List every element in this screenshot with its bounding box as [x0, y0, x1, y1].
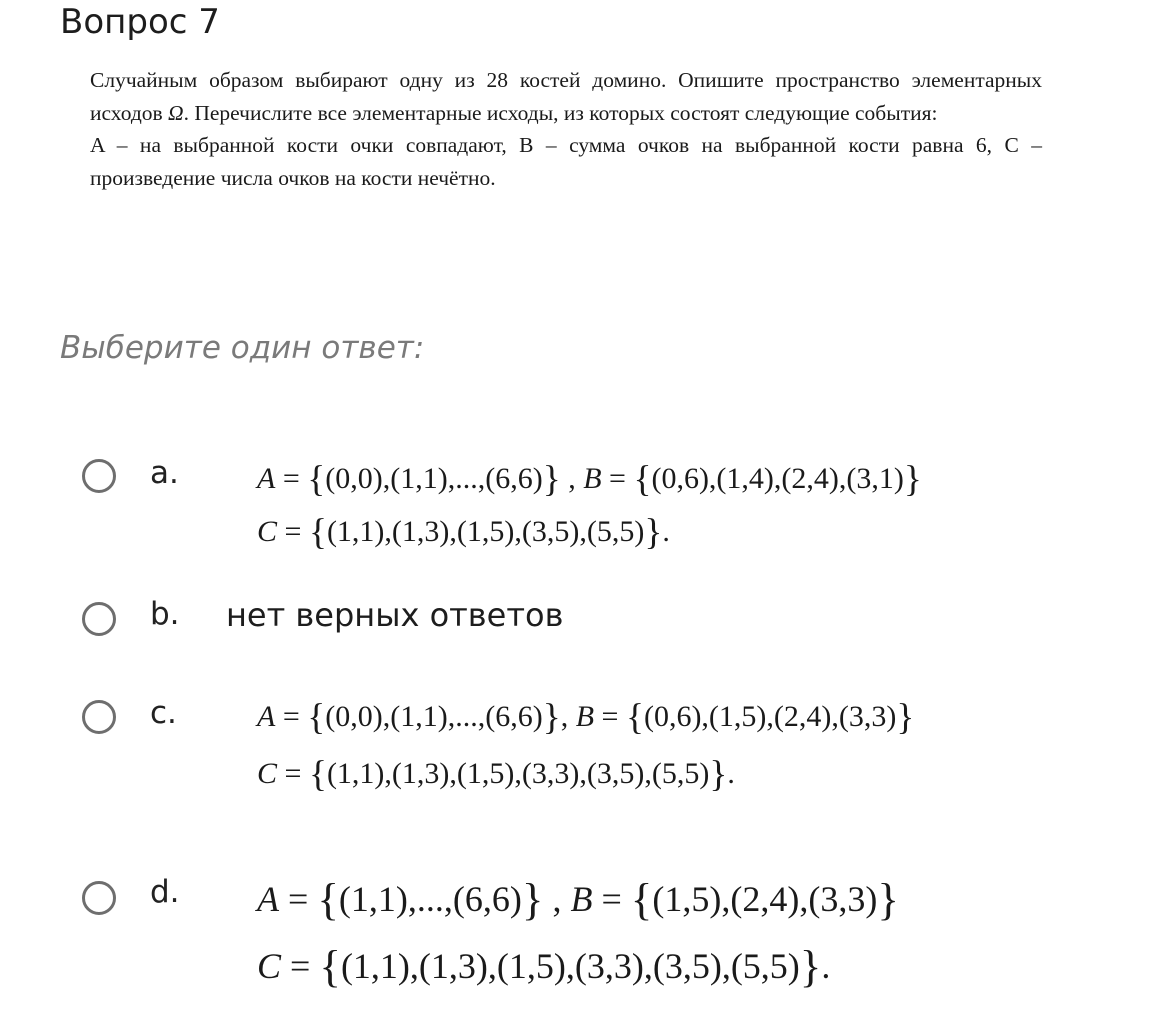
option-formula-d	[257, 866, 899, 999]
question-title: Вопрос 7	[60, 2, 220, 42]
question-text	[90, 64, 1042, 194]
question-events: A – на выбранной кости очки совпадают, B – сумма очков на выбранной кости равна 6, C – произведение числа очков на кости нечётно.	[90, 133, 1042, 190]
formula-line-2: C = {(1,1),(1,3),(1,5),(3,3),(3,5),(5,5)}.	[257, 754, 735, 795]
question-text-part1: Случайным образом выбирают одну из 28 костей домино. Опишите пространство элементарных исходов	[90, 68, 1042, 125]
option-formula-c	[257, 689, 914, 803]
formula-line-1: A = {(0,0),(1,1),...,(6,6)} , B = {(0,6),(1,4),(2,4),(3,1)}	[257, 459, 922, 500]
formula-line-1: A = {(1,1),...,(6,6)} , B = {(1,5),(2,4),(3,3)}	[257, 874, 899, 925]
radio-button-a[interactable]	[82, 459, 116, 493]
formula-line-1: A = {(0,0),(1,1),...,(6,6)}, B = {(0,6),(1,5),(2,4),(3,3)}	[257, 697, 915, 738]
formula-line-2: C = {(1,1),(1,3),(1,5),(3,3),(3,5),(5,5)}.	[257, 941, 831, 992]
option-letter-c: c.	[150, 695, 177, 731]
question-text-part2: . Перечислите все элементарные исходы, из которых состоят следующие события:	[183, 100, 938, 125]
formula-line-2: C = {(1,1),(1,3),(1,5),(3,5),(5,5)}.	[257, 512, 670, 553]
radio-button-d[interactable]	[82, 881, 116, 915]
omega-symbol: Ω	[168, 100, 184, 125]
radio-button-c[interactable]	[82, 700, 116, 734]
option-letter-a: a.	[150, 455, 179, 491]
radio-button-b[interactable]	[82, 602, 116, 636]
answer-prompt: Выберите один ответ:	[60, 330, 425, 366]
option-formula-a	[257, 453, 922, 559]
question-paragraph	[90, 64, 1042, 129]
option-letter-b: b.	[150, 596, 180, 632]
option-letter-d: d.	[150, 874, 180, 910]
option-text-b: нет верных ответов	[226, 596, 564, 634]
